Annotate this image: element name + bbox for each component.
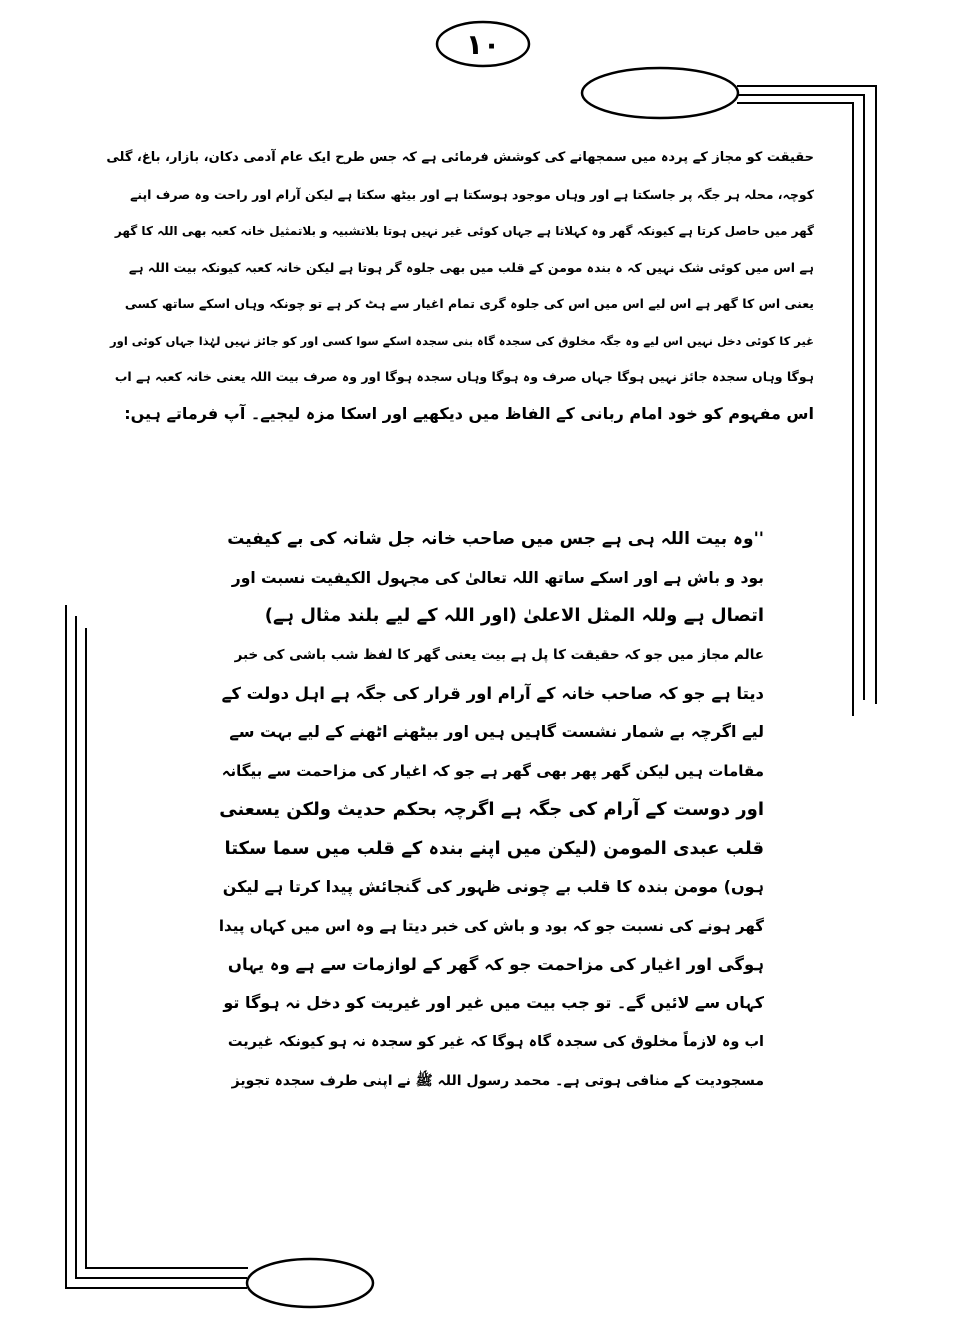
quote-line: ''وہ بیت اللہ ہی ہے جس میں صاحب خانہ جل شانہ کی بے کیفیت — [227, 529, 764, 549]
text-line: ہے اس میں کوئی شک نہیں کہ ہ بندہ مومن کے قلب میں بھی جلوہ گر ہوتا ہے لیکن خانہ کعبہ کیونکہ بیت اللہ ہے — [128, 259, 814, 275]
quote-line: مسجودیت کے منافی ہوتی ہے۔ محمد رسول اللہ ﷺ نے اپنی طرف سجدہ تجویز — [231, 1072, 764, 1089]
text-line: اس مفہوم کو خود امام ربانی کے الفاظ میں دیکھیے اور اسکا مزہ لیجیے۔ آپ فرماتے ہیں: — [124, 403, 814, 423]
quote-line: گھر ہونے کی نسبت جو کہ بود و باش کی خبر دیتا ہے وہ اس میں کہاں پیدا — [218, 916, 764, 935]
quote-line: بود و باش ہے اور اسکے ساتھ اللہ تعالیٰ کی مجہول الکیفیت نسبت اور — [231, 568, 764, 587]
quote-line: لیے اگرچہ بے شمار نشست گاہیں ہیں اور بیٹھنے اٹھنے کے لیے بہت سے — [229, 722, 764, 742]
text-line: حقیقت کو مجاز کے پردہ میں سمجھانے کی کوشش فرمائی ہے کہ جس طرح ایک عام آدمی دکان، بازار، باغ، گلی — [106, 150, 814, 165]
text-line: گھر میں حاصل کرتا ہے کیونکہ گھر وہ کہلاتا ہے جہاں کوئی غیر نہیں ہوتا بلاتشبیہ و بلاتمثیل خانہ کعبہ بھی اللہ کا گھر — [114, 224, 814, 238]
quote-line: کہاں سے لائیں گے۔ تو جب بیت میں غیر اور غیریت کو دخل نہ ہوگا تو — [223, 993, 764, 1013]
quote-line: ہوگی اور اغیار کی مزاحمت جو کہ گھر کے لوازمات سے ہے وہ یہاں — [227, 954, 764, 974]
quote-line: قلب عبدی المومن (لیکن میں اپنے بندہ کے قلب میں سما سکتا — [224, 837, 764, 859]
top-right-oval — [582, 68, 738, 118]
quoted-passage — [218, 520, 764, 1100]
text-line: کوچہ، محلہ ہر جگہ پر جاسکتا ہے اور وہاں موجود ہوسکتا ہے اور بیٹھ سکتا ہے لیکن آرام اور راحت وہ صرف اپنے — [130, 186, 814, 202]
quote-line: اتصال ہے وللہ المثل الاعلیٰ (اور اللہ کے لیے بلند مثال ہے) — [264, 605, 764, 627]
quote-line: مقامات ہیں لیکن گھر پھر بھی گھر ہے جو کہ اغیار کی مزاحمت سے بیگانہ — [221, 762, 764, 781]
text-line: غیر کا کوئی دخل نہیں اس لیے وہ جگہ مخلوق کی سجدہ گاہ بنی سجدہ اسکے سوا کسی اور کو جائز نہیں لہٰذا جہاں کوئی اور — [110, 333, 814, 348]
quote-line: ہوں) مومن بندہ کا قلب بے چونی ظہور کی گنجائش پیدا کرتا ہے لیکن — [222, 877, 764, 897]
quote-line: اور دوست کے آرام کی جگہ ہے اگرچہ بحکم حدیث ولکن یسعنی — [219, 798, 764, 820]
intro-paragraph — [106, 140, 814, 432]
text-line: ہوگا وہاں سجدہ جائز نہیں ہوگا جہاں صرف وہ ہوگا وہاں سجدہ ہوگا اور وہ صرف بیت اللہ یعنی خانہ کعبہ ہے اب — [114, 369, 814, 384]
quote-line: دیتا ہے جو کہ صاحب خانہ کے آرام اور قرار کی جگہ ہے اہل دولت کے — [221, 683, 764, 703]
quote-line: اب وہ لازماً مخلوق کی سجدہ گاہ ہوگا کہ غیر کو سجدہ نہ ہو کیونکہ غیریت — [227, 1033, 764, 1050]
text-line: یعنی اس کا گھر ہے اس لیے اس میں اس کی جلوہ گری تمام اغیار سے ہٹ کر ہے تو چونکہ وہاں اسکے ساتھ کسی — [124, 296, 814, 311]
quote-line: عالم مجاز میں جو کہ حقیقت کا پل ہے بیت یعنی گھر کا لفظ شب باشی کی خبر — [234, 647, 764, 664]
bottom-left-oval — [247, 1259, 373, 1307]
page-number: ۱۰ — [465, 27, 501, 61]
